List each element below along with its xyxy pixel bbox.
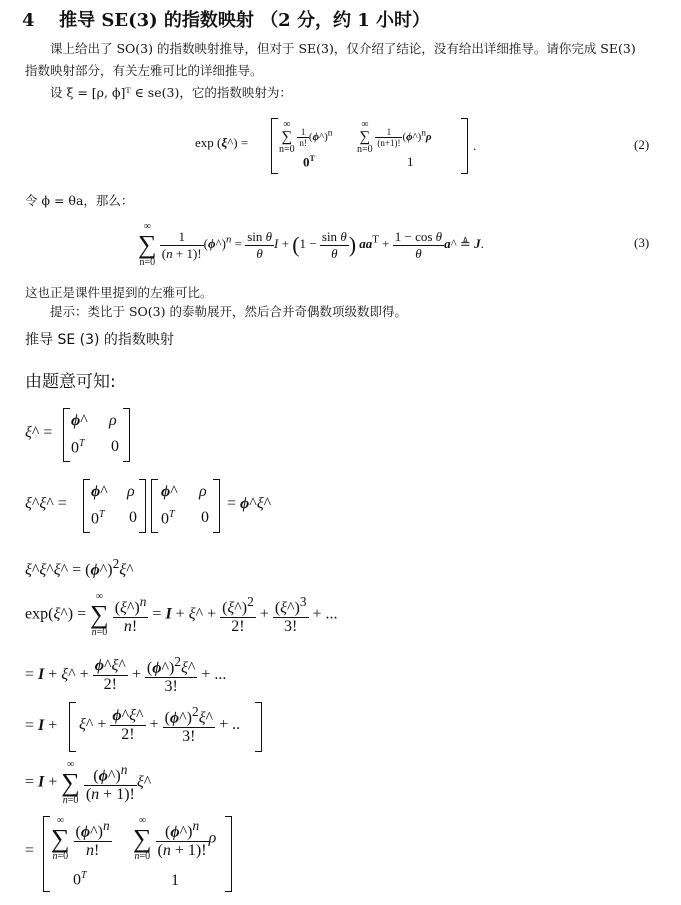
problem-number: 4 [22, 10, 35, 31]
problem-let: 设 ξ = [ρ, ϕ]ᵀ ∈ se(3)，它的指数映射为： [50, 85, 292, 100]
derivation-xi-squared: ξ^ξ^ = ϕ^ ρ $0^T$ 0 ϕ^ ρ $0^T$ 0 = ϕ^ξ^ [25, 479, 345, 535]
answer-lead: 由题意可知: [25, 372, 116, 392]
equation-2-number: (2) [634, 137, 650, 152]
derivation-step-1: = I + ξ^ + $\frac{\phi\^{}\xi\^{}}{2!}$ + $\frac{(\phi\^{})^2\xi\^{}}{3!}$ + ... [25, 654, 227, 696]
problem-title: 推导 SE(3) 的指数映射 [59, 10, 254, 31]
problem-note: 这也正是课件里提到的左雅可比。 [25, 285, 213, 300]
equation-3: ∞ ∑ n=0 $\frac{1}{(n + 1)!}$ (ϕ^)$^n$ = $\frac{\text{sin θ}}{\theta}$ I + (1 − $\frac{\text{sin θ}}{\theta}$ ) $aa^T$ + $\frac{\text{1 − cos θ}}{\theta}$ a^ ≜ J. [138, 221, 484, 268]
derivation-step-2: = I + ξ^ + $\frac{\phi\^{}\xi\^{}}{2!}$ + $\frac{(\phi\^{})^2\xi\^{}}{3!}$ + .. [25, 702, 285, 754]
problem-hint: 提示：类比于 SO(3) 的泰勒展开，然后合并奇偶数项级数即得。 [50, 304, 407, 319]
problem-title-row [22, 6, 430, 32]
problem-intro: 课上给出了 SO(3) 的指数映射推导，但对于 SE(3)，仅介绍了结论，没有给出详细推导。请你完成 SE(3) [50, 41, 636, 56]
derivation-exp-series: exp(ξ^) = ∞ ∑ n=0 $\frac{(\xi\^{})^n}{n!}$ = I + ξ^ + $\frac{(\xi\^{})^2}{2!}$ + $\frac{(\xi\^{})^3}{3!}$ + ... [25, 591, 338, 638]
derivation-xi-hat: ξ^ = ϕ^ ρ $0^T$ 0 [25, 408, 225, 464]
answer-heading: 推导 SE (3) 的指数映射 [25, 332, 174, 348]
derivation-xi-cubed: ξ^ξ^ξ^ = (ϕ^)$^2$ξ^ [25, 556, 134, 579]
problem-meta: （2 分，约 1 小时） [260, 10, 431, 31]
equation-3-number: (3) [634, 235, 650, 250]
equation-2: exp (ξ^) = ∞ ∑ n=0 $\frac{1}{n!}$ (ϕ^)$^n$ ∞ ∑ n=0 $\frac{1}{(n+1)!}$ (ϕ^)$^n$ρ $0^T$ 1 . [195, 116, 495, 174]
derivation-step-3: = I + ∞ ∑ n=0 $\frac{(\phi\^{})^n}{(n + 1)!}$ ξ^ [25, 759, 152, 806]
derivation-final-matrix: = ∞ ∑ n=0 $\frac{(\phi\^{})^n}{n!}$ ∞ ∑ n=0 $\frac{(\phi\^{})^n}{(n + 1)!}$ ρ $0^T$ 1 [25, 816, 265, 894]
problem-intro-2: 指数映射部分，有关左雅可比的详细推导。 [25, 63, 263, 78]
problem-let-2: 令 ϕ = θa，那么： [25, 193, 134, 208]
